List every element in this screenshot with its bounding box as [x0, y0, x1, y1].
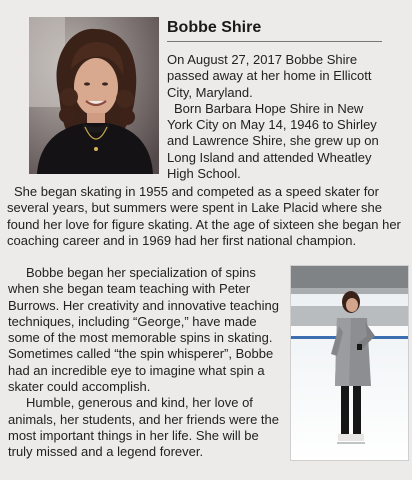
portrait-photo-icon [29, 17, 159, 174]
lower-text-block [8, 265, 286, 461]
paragraph-birth: Born Barbara Hope Shire in New York City on May 14, 1946 to Shirley and Lawrence Shire, she grew up on Long Island and attended Wheatley High School. [167, 100, 379, 182]
paragraph-skating-career: She began skating in 1955 and competed as a speed skater for several years, but summers were spent in Lake Placid where she found her love for figure skating. At the age of sixteen she began her coaching career and in 1969 had her first national champion. [7, 184, 401, 248]
paragraph-spins: Bobbe began her specialization of spins when she began team teaching with Peter Burrows. Her creativity and innovative teaching techniques, including “George,” have made some of the most memorable spins in skating. Sometimes called “the spin whisperer”, Bobbe had an incredible eye to imagine what spin a skater could accomplish. [8, 265, 279, 395]
ice-rink-photo-icon [290, 265, 409, 461]
intro-text-block [167, 52, 389, 182]
paragraph-legacy: Humble, generous and kind, her love of animals, her students, and her friends were the most important things in her life. She will be truly missed and a legend forever. [8, 395, 279, 460]
article-title: Bobbe Shire [167, 19, 382, 42]
paragraph-passing: On August 27, 2017 Bobbe Shire passed away at her home in Ellicott City, Maryland. [167, 52, 372, 100]
